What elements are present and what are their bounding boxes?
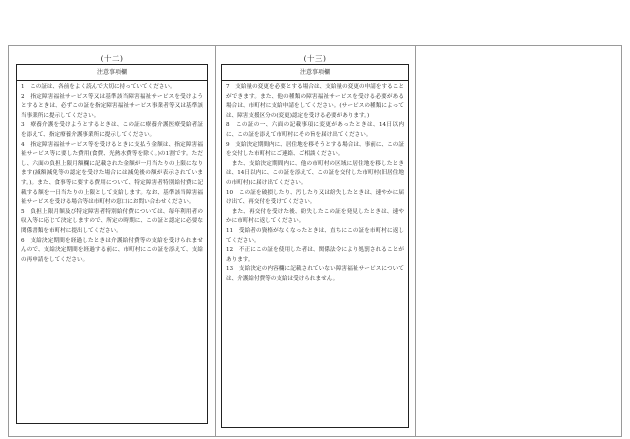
note-item: 1 この証は、各前をよく読んで大切に持っていてください。: [21, 84, 176, 90]
notes-panel-12: [16, 64, 208, 424]
note-item: 2 指定障害福祉サービス等又は基準該当障害福祉サービスを受けようとするときは、必ずこの証を指定障害福祉サービス事業者等又は基準該当事業所に提示してください。: [21, 93, 203, 119]
note-item: 10 この証を破損したり、汚したり又は紛失したときは、速やかに届け出て、再交付を受けてください。: [226, 189, 404, 206]
notes-list: [17, 81, 207, 265]
page-number: (十三): [303, 54, 327, 63]
note-item: 13 支給決定の内容欄に記載されていない障害福祉サービスについては、介護給付費等の支給は受けられません。: [226, 266, 404, 282]
note-item: 9 支給決定期間内に、居住地を移そうとする場合は、事前に、この証を交付した市町村にご連絡、ご相談ください。: [226, 141, 404, 158]
notes-panel-13: [221, 64, 409, 428]
panel-title: 注意事項欄: [222, 65, 408, 81]
certificate-sheet: [8, 45, 622, 437]
note-item: 6 支給決定期間を経過したときは介護給付費等の支給を受けられませんので、支給決定期間を経過する前に、市町村にこの証を添えて、支給の再申請をしてください。: [21, 237, 203, 263]
note-item: 11 受給者の資格がなくなったときは、直ちにこの証を市町村に返してください。: [226, 227, 404, 244]
note-item: 12 不正にこの証を使用した者は、関係法令により処罰されることがあります。: [226, 247, 404, 263]
note-item: また、支給決定期間内に、他の市町村の区域に居住地を移したときは、14日以内に、この証を添えて、この証を交付した市町村(旧居住地の市町村)に届け出てください。: [226, 160, 404, 186]
panel-title: 注意事項欄: [17, 65, 207, 81]
page-number: (十二): [100, 54, 124, 63]
column-divider: [215, 46, 216, 436]
column-divider: [415, 46, 416, 436]
note-item: 8 この証の一、六面の記載事項に変更があったときは、14日以内に、この証を添えて市町村にその旨を届け出てください。: [226, 122, 404, 138]
note-item: 3 療養介護を受けようとするときは、この証に療養介護医療受給者証を添えて、指定療養介護事業所に提示してください。: [21, 122, 203, 138]
note-item: また、再交付を受けた後、紛失したこの証を発見したときは、速やかに市町村に返してください。: [226, 208, 404, 225]
note-item: 5 負担上限月額及び特定障害者特別給付費については、毎年利用者の収入等に応じて決定しますので、所定の時期に、この証と認定に必要な関係書類を市町村に提出してください。: [21, 208, 203, 234]
note-item: 7 支給量の変更を必要とする場合は、支給量の変更の申請をすることができます。また、他の種類の障害福祉サービスを受ける必要がある場合は、市町村に支給申請をしてください。(サービスの種類によっては、障害支援区分の(変更)認定を受ける必要があります。): [226, 84, 404, 119]
note-item: 4 指定障害福祉サービス等を受けるときに支払う金額は、指定障害福祉サービス等に要した費用(食費、光熱水費等を除く。)の1割です。ただし、六面の負担上限月額欄に記載された金額が一月当たりの上限になります(減額減免等の認定を受けた場合には減免後の額が表示されています。)。また、食事等に要する費用について、特定障害者特別給付費に記載する額を一日当たりの上限として支給します。なお、基準該当障害福祉サービスを受ける場合等は市町村の窓口にお問い合わせください。: [21, 141, 203, 206]
notes-list: [222, 81, 408, 284]
